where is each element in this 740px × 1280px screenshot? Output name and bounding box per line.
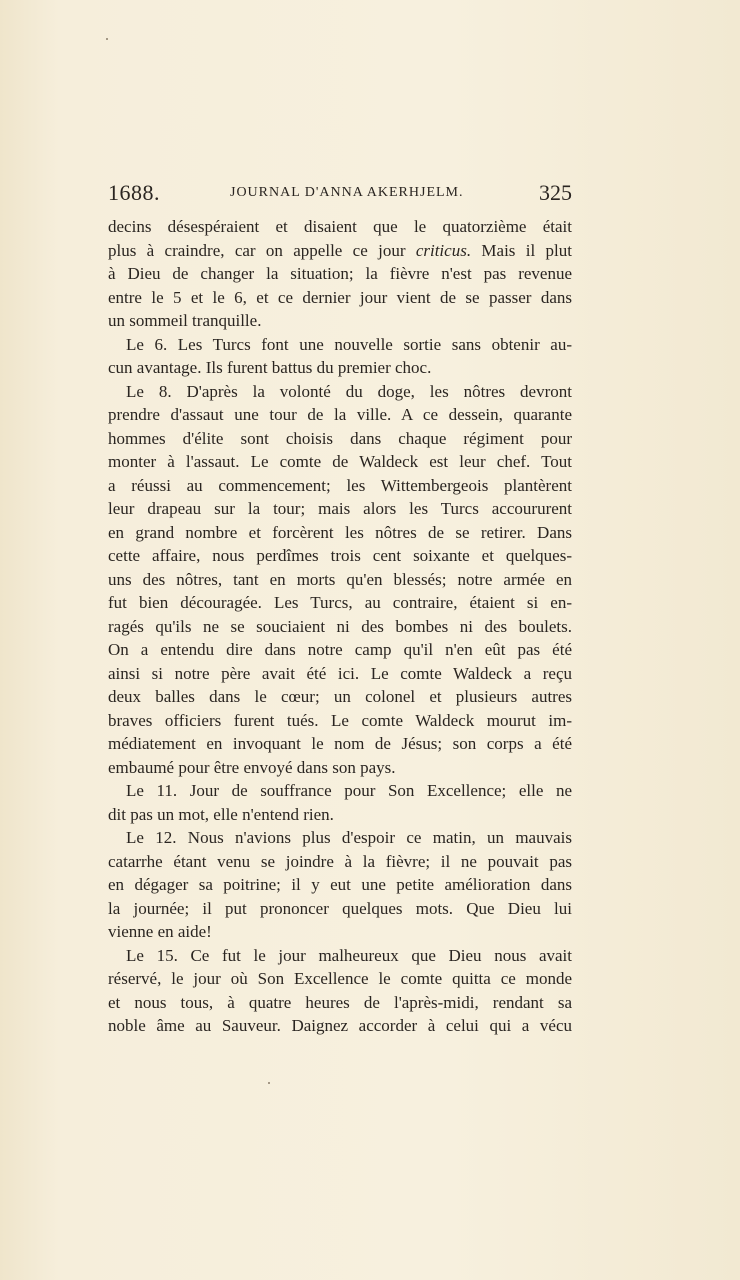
text-line [108,215,572,239]
text-line [108,685,572,709]
text-segment: cette affaire, nous perdîmes trois cent soixante et quelques- [108,546,572,565]
text-segment: Le 6. Les Turcs font une nouvelle sortie sans obtenir au- [126,334,572,354]
text-line [108,380,572,404]
text-line [108,732,572,756]
paper-speck [268,1082,270,1084]
text-line [108,944,572,968]
paper-speck [106,38,108,40]
text-line [108,638,572,662]
text-segment: entre le 5 et le 6, et ce dernier jour vient de se passer dans [108,287,572,307]
text-segment: à Dieu de changer la situation; la fièvre n'est pas revenue [108,264,572,283]
text-segment: en dégager sa poitrine; il y eut une petite amélioration dans [108,875,572,894]
text-line [108,544,572,568]
text-segment: dit pas un mot, elle n'entend rien. [108,804,334,824]
text-line [108,568,572,592]
text-segment: embaumé pour être envoyé dans son pays. [108,757,396,777]
text-segment: catarrhe étant venu se joindre à la fièvre; il ne pouvait pas [108,851,572,871]
text-line [108,873,572,897]
text-line [108,1014,572,1038]
text-line [108,239,572,263]
text-segment: fut bien découragée. Les Turcs, au contraire, étaient si en- [108,593,572,612]
text-segment: et nous tous, à quatre heures de l'après-midi, rendant sa [108,992,572,1012]
italic-term: criticus. [415,240,472,260]
text-segment: prendre d'assaut une tour de la ville. A ce dessein, quarante [108,405,572,424]
text-line [108,709,572,733]
text-segment: decins désespéraient et disaient que le quatorzième était [108,217,572,236]
text-line [108,521,572,545]
header-year: 1688. [108,180,160,205]
text-segment: noble âme au Sauveur. Daignez accorder à celui qui a vécu [108,1016,572,1035]
text-segment: Le 8. D'après la volonté du doge, les nôtres devront [126,381,572,401]
text-line [108,356,572,380]
text-segment: Mais il plut [471,240,572,260]
text-segment: deux balles dans le cœur; un colonel et plusieurs autres [108,687,572,706]
page-number: 325 [539,180,572,205]
text-line [108,826,572,850]
text-line [108,427,572,451]
text-line [108,756,572,780]
text-segment: médiatement en invoquant le nom de Jésus; son corps a été [108,734,572,753]
text-segment: On a entendu dire dans notre camp qu'il n'en eût pas été [108,640,572,659]
text-segment: leur drapeau sur la tour; mais alors les Turcs accoururent [108,499,572,518]
text-line [108,662,572,686]
text-segment: plus à craindre, car on appelle ce jour [108,240,416,260]
text-line [108,333,572,357]
text-segment: hommes d'élite sont choisis dans chaque régiment pour [108,428,572,448]
running-header [108,180,572,210]
text-line [108,967,572,991]
text-line [108,850,572,874]
text-segment: la journée; il put prononcer quelques mots. Que Dieu lui [108,898,572,918]
text-segment: cun avantage. Ils furent battus du premier choc. [108,358,432,377]
text-line [108,262,572,286]
text-line [108,474,572,498]
text-line [108,897,572,921]
text-line [108,591,572,615]
text-segment: Le 12. Nous n'avions plus d'espoir ce matin, un mauvais [126,828,572,847]
text-line [108,615,572,639]
text-line [108,286,572,310]
text-line [108,920,572,944]
body-text [108,215,572,1038]
text-segment: ragés qu'ils ne se souciaient ni des bombes ni des boulets. [108,616,572,636]
text-segment: ainsi si notre père avait été ici. Le comte Waldeck a reçu [108,663,572,683]
text-line [108,450,572,474]
header-title: JOURNAL D'ANNA AKERHJELM. [230,185,464,200]
text-segment: a réussi au commencement; les Wittembergeois plantèrent [108,475,572,495]
text-line [108,991,572,1015]
text-line [108,309,572,333]
text-line [108,779,572,803]
text-segment: vienne en aide! [108,922,212,941]
text-line [108,403,572,427]
text-segment: réservé, le jour où Son Excellence le comte quitta ce monde [108,969,572,988]
text-line [108,803,572,827]
text-segment: uns des nôtres, tant en morts qu'en blessés; notre armée en [108,569,572,589]
text-segment: Le 11. Jour de souffrance pour Son Excellence; elle ne [126,781,572,800]
text-segment: un sommeil tranquille. [108,311,262,330]
text-segment: en grand nombre et forcèrent les nôtres de se retirer. Dans [108,522,572,542]
text-line [108,497,572,521]
text-segment: braves officiers furent tués. Le comte Waldeck mourut im- [108,710,572,730]
text-segment: monter à l'assaut. Le comte de Waldeck est leur chef. Tout [108,452,572,471]
text-segment: Le 15. Ce fut le jour malheureux que Dieu nous avait [126,945,572,965]
